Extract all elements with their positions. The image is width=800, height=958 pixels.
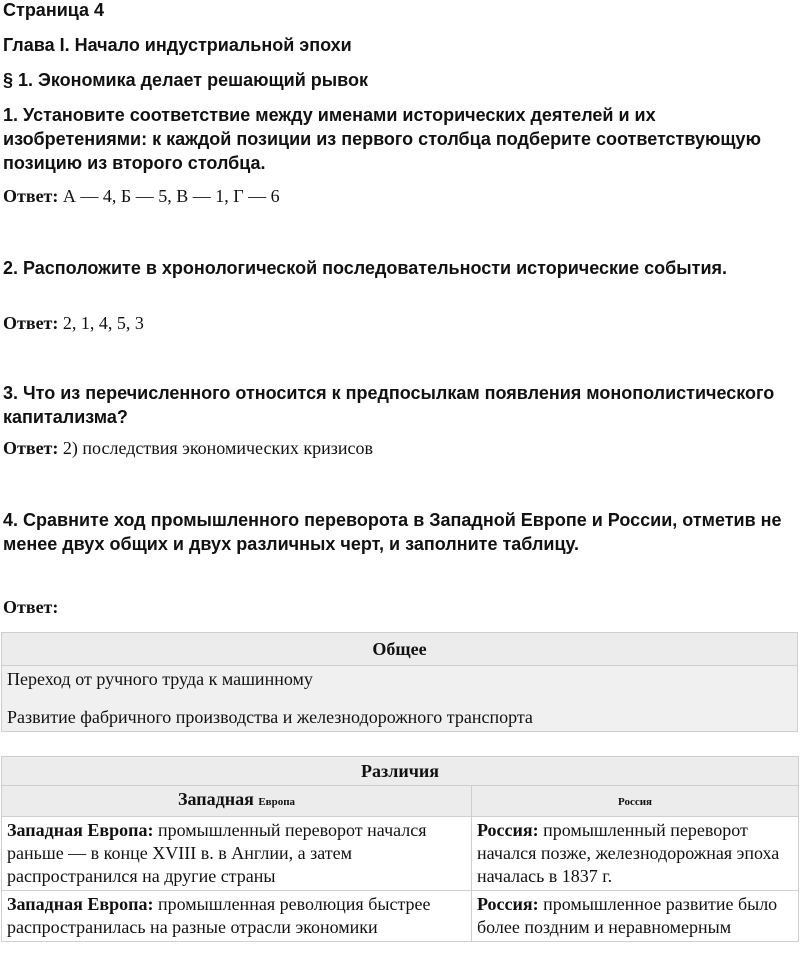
column-header-west-big: Западная bbox=[177, 789, 254, 809]
west-cell bbox=[2, 891, 472, 942]
question-1: 1. Установите соответствие между именами исторических деятелей и их изобретениями: к каждой позиции из первого столбца подберите соответствующую позицию из второго столбца. bbox=[3, 105, 761, 173]
russia-label: Россия: bbox=[477, 820, 539, 840]
answer-3 bbox=[3, 438, 373, 459]
common-line-1: Переход от ручного труда к машинному bbox=[7, 669, 313, 689]
differences-table bbox=[1, 756, 799, 942]
russia-cell bbox=[472, 817, 799, 891]
answer-2 bbox=[3, 313, 144, 334]
answer-4 bbox=[3, 597, 58, 618]
differences-header: Различия bbox=[2, 757, 799, 786]
answer-text: 2) последствия экономических кризисов bbox=[62, 438, 373, 458]
answer-text: А — 4, Б — 5, В — 1, Г — 6 bbox=[62, 186, 280, 206]
west-cell bbox=[2, 817, 472, 891]
column-header-russia-small: Россия bbox=[618, 796, 652, 808]
answer-label: Ответ: bbox=[3, 313, 59, 333]
answer-label: Ответ: bbox=[3, 597, 59, 617]
common-line-2: Развитие фабричного производства и железнодорожного транспорта bbox=[7, 707, 533, 727]
answer-text: 2, 1, 4, 5, 3 bbox=[62, 313, 144, 333]
russia-text: промышленный переворот начался позже, железнодорожная эпоха началась в 1837 г. bbox=[477, 820, 780, 886]
west-text: промышленная революция быстрее распространилась на разные отрасли экономики bbox=[7, 894, 431, 937]
section-heading: § 1. Экономика делает решающий рывок bbox=[3, 70, 369, 90]
answer-1 bbox=[3, 186, 280, 207]
column-header-russia bbox=[472, 786, 799, 817]
column-header-west bbox=[2, 786, 472, 817]
answer-label: Ответ: bbox=[3, 438, 59, 458]
question-2: 2. Расположите в хронологической последовательности исторические события. bbox=[3, 258, 728, 278]
table-row bbox=[2, 817, 799, 891]
russia-text: промышленное развитие было более поздним и неравномерным bbox=[477, 894, 778, 937]
column-header-west-small: Европа bbox=[258, 796, 296, 808]
page-title: Страница 4 bbox=[3, 0, 105, 20]
common-cell bbox=[2, 666, 798, 732]
question-4: 4. Сравните ход промышленного переворота в Западной Европе и России, отметив не менее двух общих и двух различных черт, и заполните таблицу. bbox=[3, 510, 782, 554]
answer-label: Ответ: bbox=[3, 186, 59, 206]
common-table bbox=[1, 632, 798, 732]
west-label: Западная Европа: bbox=[7, 894, 154, 914]
russia-label: Россия: bbox=[477, 894, 539, 914]
chapter-heading: Глава I. Начало индустриальной эпохи bbox=[3, 35, 352, 55]
common-header: Общее bbox=[2, 633, 798, 666]
west-label: Западная Европа: bbox=[7, 820, 154, 840]
west-text: промышленный переворот начался раньше — в конце XVIII в. в Англии, а затем распространился на другие страны bbox=[7, 820, 427, 886]
russia-cell bbox=[472, 891, 799, 942]
question-3: 3. Что из перечисленного относится к предпосылкам появления монополистического капитализма? bbox=[3, 383, 775, 427]
table-row bbox=[2, 891, 799, 942]
